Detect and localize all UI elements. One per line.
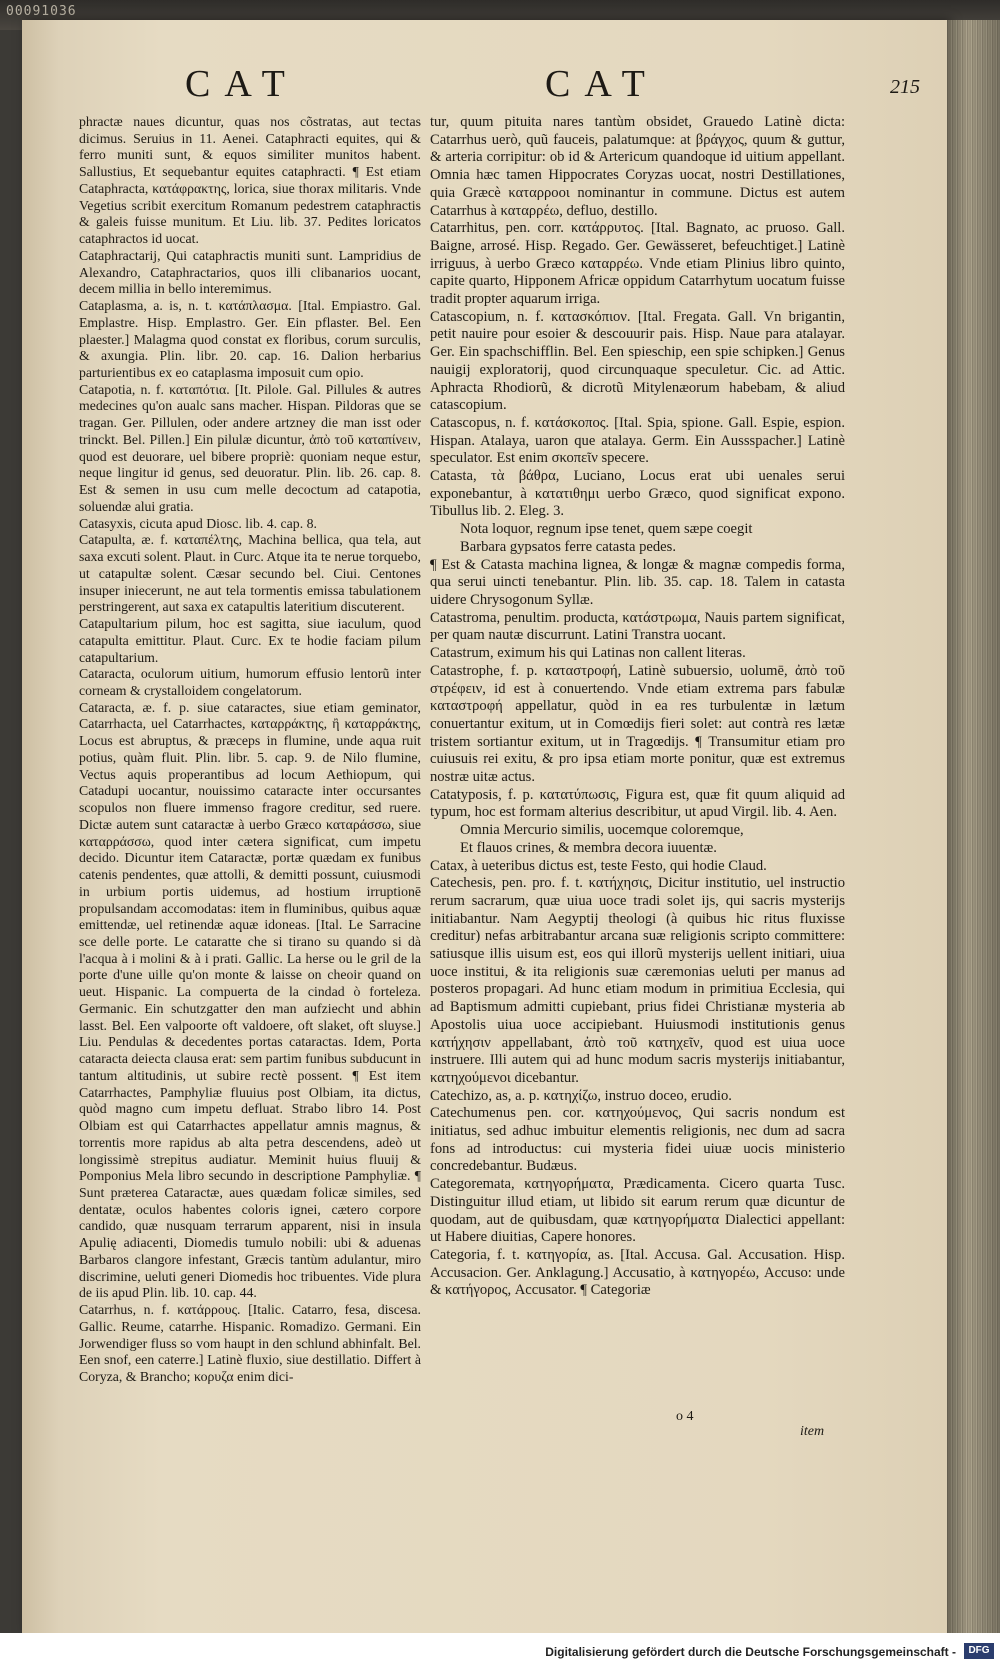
right-entry: Catatyposis, f. p. κατατύπωσις, Figura est, quæ fit quum aliquid ad typum, hoc est formam alterius describitur, ut apud Virgil. lib. 4. Aen. — [430, 786, 845, 821]
right-entry: Catasta, τὰ βάθρα, Luciano, Locus erat ubi uenales serui exponebantur, à κατατιθημι uerbo Græco, quod significat expono. Tibullus lib. 2. Eleg. 3. — [430, 468, 845, 520]
archive-id: 00091036 — [6, 4, 77, 19]
right-entry: Categoria, f. t. κατηγορία, as. [Ital. Accusa. Gal. Accusation. Hisp. Accusacion. Ger. Anklagung.] Accusatio, à κατηγορέω, Accuso: unde & κατήγορος, Accusator. ¶ Categoriæ — [430, 1247, 845, 1299]
right-entry: Catastrophe, f. p. καταστροφή, Latinè subuersio, uolumē, ἀπὸ τοῦ στρέφειν, id est à conuertendo. Vnde etiam extrema pars fabulæ καταστροφή appellatur, quòd in ea res turbulentæ in lætum conuertantur exitum, ut in Comœdijs fieri solet: aut contrà res lætæ tristem sortiantur exitum, ut in Tragœdijs. ¶ Transumitur etiam pro cuiusuis rei exitu, & pro ipsa etiam morte ponitur, quæ est extremus nostræ uitæ actus. — [430, 662, 845, 786]
page-number: 215 — [890, 76, 920, 98]
running-head-right: CAT — [545, 63, 659, 105]
left-entry: phractæ naues dicuntur, quas nos cõstratas, aut tectas dicimus. Seruius in 11. Aenei. Cataphracti equites, qui & ferro muniti sunt, & equos similiter munitos habent. Sallustius, Et sequebantur equites cataphracti. ¶ Est etiam Cataphracta, κατάφρακτης, lorica, siue thorax militaris. Vnde Vegetius scribit exercitum Romanum pedestrem cataphractis & galeis fuisse munitum. Et Liu. lib. 37. Pedites loricatos cataphractos id uocat. — [79, 114, 421, 247]
right-entry: Catarrhitus, pen. corr. κατάρρυτος. [Ital. Bagnato, ac pruoso. Gall. Baigne, arrosé. Hisp. Regado. Ger. Gewässeret, befeuchtiget.] Latinè irriguus, à uerbo Græco καταρρέω. Vnde etiam Plinius libro quinto, capite quarto, Hipponem Africæ oppidum Catarrhytum uocatum fuisse tradit propter aquarum irriga. — [430, 220, 845, 308]
right-entry: Catastroma, penultim. producta, κατάστρωμα, Nauis partem significat, per quam nautæ discurrunt. Latini Transtra uocant. — [430, 609, 845, 644]
footer-credit: Digitalisierung gefördert durch die Deutsche Forschungsgemeinschaft - — [545, 1645, 956, 1659]
left-entry: Catarrhus, n. f. κατάρρους. [Italic. Catarro, fesa, discesa. Gallic. Reume, catarrhe. Hispanic. Romadizo. Germani. Ein Jorwendiger fluss so vom haupt in den schlund abhinfalt. Bel. Een snof, een caterre.] Latinè fluxio, siue destillatio. Differt à Coryza, & Brancho; κορυζα enim dici- — [79, 1302, 421, 1385]
right-entry: Catechumenus pen. cor. κατηχούμενος, Qui sacris nondum est initiatus, sed adhuc imbuitur elementis religionis, nec dum ad sacra fons ad introductus: cui mysteria fidei uiuæ uocis ministerio concredebantur. Budæus. — [430, 1105, 845, 1175]
signature-mark: o 4 — [676, 1409, 694, 1424]
verse-line: Barbara gypsatos ferre catasta pedes. — [460, 538, 676, 555]
right-entry: Catechizo, as, a. p. κατηχίζω, instruo doceo, erudio. — [430, 1087, 732, 1104]
left-column — [79, 114, 421, 1386]
right-entry: Catechesis, pen. pro. f. t. κατήχησις, Dicitur institutio, uel instructio rerum sacrarum, quæ uiua uoce tradi solet ijs, qui sacris mysterijs initiabantur. Nam Aegyptij theologi (à quibus hic ritus fluxisse creditur) nefas arbitrabantur arcana suæ religionis scripto committere: satiusque illis uisum est, eos qui illorũ mysterijs uellent initiari, uiua uoce institui, & ita religionis suæ cæremonias ueluti per manus ad posteros propagari. Ad hunc etiam modum in primitiua Ecclesia, qui ad Baptismum admitti cupiebant, prius fidei Christianæ mysteria ab Apostolis uiua uoce accipiebant. Huiusmodi institutionis genus κατήχησιν appellabant, ἀπὸ τοῦ κατηχεῖν, quod est uiua uoce instruere. Illi autem qui ad hunc modum sacris mysterijs initiabantur, κατηχούμενοι dicebantur. — [430, 875, 845, 1086]
left-entry: Cataracta, æ. f. p. siue cataractes, siue etiam geminator, Catarrhacta, uel Catarrhactes, καταρράκτης, ἢ καταρράκτης, Locus est abruptus, & præceps in flumine, unde aqua ruit potius, quàm fluit. Plin. libr. 5. cap. 9. de Nilo flumine, Vectus aquis properantibus ad locum Aethiopum, qui Catadupi uocantur, nouissimo cataracte inter occursantes scopulos non fluere immenso fragore creditur, sed ruere. Dictæ autem sunt cataractæ à uerbo Græco καταράσσω, siue καταρράσσω, quod inter cætera significat, cum impetu decido. Dicuntur item Cataractæ, portæ quædam ex funibus catenis pendentes, quæ attolli, & demitti possunt, cuiusmodi in urbium portis uidemus, ad hostium irruptionē propulsandam accomodatas: item in fluminibus, quibus aquæ emittendæ, uel retinendæ aquæ idoneas. [Ital. Le Sarracine sce delle porte. Le cataratte che si tirano su quando si dà l'acqua à i molini & à i prati. Gallic. La herse ou le gril de la porte d'une uille qu'on monte & laisse on cheoir quand on ueut. Hispanic. La compuerta de la cindad ò forteleza. Germanic. Ein schutzgatter den man aufziecht und abhin lasst. Bel. Een valpoorte oft valdoere, oft slaket, oft sluyse.] Liu. Pendulas & decedentes portas cataractas. Idem, Porta cataracta deiecta clausa erat: sem partim funibus subducunt in tantum altitudinis, ut subire rectè possent. ¶ Est item Catarrhactes, Pamphyliæ fluuius post Olbiam, ita dictus, quòd magno cum impetu defluat. Strabo libro 14. Post Olbiam est qui Catarrhactes appellatur amnis magnus, & torrentis more rapidus ab alta petra descendens, adeò ut longissimè strepitus audiatur. Meminit huius fluuij & Pomponius Mela libro secundo in descriptione Pamphyliæ. ¶ Sunt præterea Cataractæ, aues quædam folicæ similes, sed dentatæ, oculos habentes coloris ignei, cætero corpore candido, quæ nusquam terrarum apparent, nisi in insula Apulię adiacenti, Diomedis tumulo nobili: ubi & aduenas Barbaros clangore infestant, Græcis tantùm adulantur, miro discrimine, ueluti generi Diomedis hoc tribuentes. Vide plura de iis apud Plin. lib. 10. cap. 44. — [79, 699, 421, 1301]
left-entry: Cataphractarij, Qui cataphractis muniti sunt. Lampridius de Alexandro, Cataphractarios, quos illi clibanarios uocant, decem millia in bello interemimus. — [79, 247, 421, 297]
right-entry: Catascopus, n. f. κατάσκοπος. [Ital. Spia, spione. Gall. Espie, espion. Hispan. Atalaya, uaron que atalaya. Germ. Ein Aussspacher.] Latinè speculator. Est enim σκοπεῖν specere. — [430, 414, 845, 467]
catchword: item — [800, 1424, 825, 1439]
right-entry: ¶ Est & Catasta machina lignea, & longæ & magnæ compedis forma, qua serui uincti tenebantur. Plin. lib. 35. cap. 18. Talem in catasta uidere Chrysogonum Syllæ. — [430, 556, 845, 608]
verse-line: Nota loquor, regnum ipse tenet, quem sæpe coegit — [460, 521, 753, 538]
right-column — [430, 114, 845, 1300]
left-entry: Catasyxis, cicuta apud Diosc. lib. 4. cap. 8. — [79, 515, 317, 531]
left-entry: Catapultarium pilum, hoc est sagitta, siue iaculum, quod catapulta emittitur. Plaut. Curc. Ex te hodie faciam pilum catapultarium. — [79, 616, 421, 665]
right-entry: Catascopium, n. f. κατασκόπιον. [Ital. Fregata. Gall. Vn brigantin, petit nauire pour esoier & descouurir pais. Hisp. Naue para atalayar. Ger. Ein spachschifflin. Bel. Een spieschip, een spie schipken.] Genus nauigij exploratorij, quod circunquaque speculetur. Cic. ad Attic. Aphracta Rhodiorũ, & dicrotũ Mitylenæorum habebam, & aliud catascopium. — [430, 308, 845, 414]
verse-line: Omnia Mercurio similis, uocemque coloremque, — [460, 822, 744, 839]
right-entry: tur, quum pituita nares tantùm obsidet, Grauedo Latinè dicta: Catarrhus uerò, quũ fauceis, palatumque: at βράγχος, quum & guttur, & arteria corripitur: ob id & Artericum quandoque id uitium appellant. Omnia hæc tamen Hippocrates Coryzas uocat, nostri Destillationes, quia Græcè καταρροοι nominantur in commune. Dictus est autem Catarrhus à καταρρέω, defluo, destillo. — [430, 114, 845, 219]
verse-line: Et flauos crines, & membra decora iuuentæ. — [460, 839, 717, 856]
dfg-logo-icon: DFG — [964, 1643, 994, 1659]
right-entry: Catax, à ueteribus dictus est, teste Festo, qui hodie Claud. — [430, 857, 767, 874]
left-entry: Catapotia, n. f. καταπότια. [It. Pilole. Gal. Pillules & autres medecines qu'on aualc sans macher. Hispan. Pildoras que se tragan. Ger. Pillulen, oder andere artzney die man isst oder trinckt. Bel. Pillen.] Ein pilulæ dicuntur, ἀπὸ τοῦ καταπίνειν, quod est deuorare, uel bibere propriè: quoniam neque estur, neque lingitur id genus, sed deuoratur. Plin. lib. 26. cap. 8. Est & semen in usu cum melle decoctum ad catapotia, soluendæ alui gratia. — [79, 381, 421, 514]
page-block-shade — [947, 20, 1000, 1633]
left-entry: Catapulta, æ. f. καταπέλτης, Machina bellica, qua tela, aut saxa excuti solent. Plaut. in Curc. Atque ita te nerue torquebo, ut catapultæ solent. Cæsar secundo bel. Ciui. Centones insuper iniecerunt, ne aut tela tormentis emissa tabulationem perstringerent, aut saxa ex catapultis lateritium discuterent. — [79, 532, 421, 615]
running-head-left: CAT — [185, 63, 299, 105]
right-entry: Catastrum, eximum his qui Latinas non callent literas. — [430, 645, 746, 662]
left-entry: Cataracta, oculorum uitium, humorum effusio lentorũ inter corneam & crystalloidem congelatorum. — [79, 666, 421, 698]
right-entry: Categoremata, κατηγορήματα, Prædicamenta. Cicero quarta Tusc. Distinguitur illud etiam, ut libido sit earum rerum quæ dicuntur de quodam, aut de quibusdam, quæ κατηγορήματα Dialectici appellant: ut Habere diuitias, Capere honores. — [430, 1176, 845, 1246]
left-entry: Cataplasma, a. is, n. t. κατάπλασμα. [Ital. Empiastro. Gal. Emplastre. Hisp. Emplastro. Ger. Ein pflaster. Bel. Een plaester.] Malagma quod constat ex floribus, corum surculis, & axungia. Plin. libr. 20. cap. 16. Dalion herbarius parturientibus ex eo cataplasma imposuit cum opio. — [79, 298, 421, 381]
